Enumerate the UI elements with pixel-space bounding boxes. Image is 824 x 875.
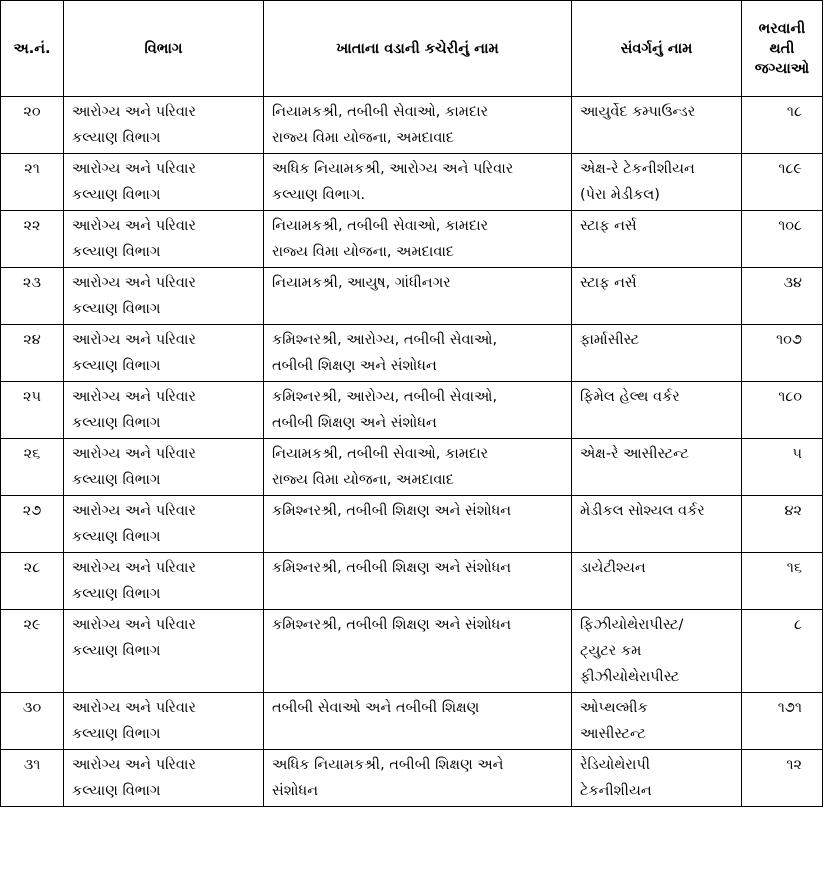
office-line: કમિશ્નરશ્રી, આરોગ્ય, તબીબી સેવાઓ, (272, 332, 498, 348)
cadre-line: ડાયેટીશ્યન (580, 560, 646, 576)
office-line: કલ્યાણ વિભાગ. (272, 187, 366, 203)
office-cell (264, 553, 572, 610)
serial-number-cell: ૩૦ (1, 693, 64, 750)
office-line: નિયામકશ્રી, તબીબી સેવાઓ, કામદાર (272, 446, 489, 462)
table-row (1, 439, 823, 496)
dept-line: કલ્યાણ વિભાગ (72, 358, 161, 374)
vacancies-cell: ૧૮ (742, 97, 823, 154)
cadre-line: ફિઝીયોથેરાપીસ્ટ/ (580, 617, 684, 633)
table-row (1, 553, 823, 610)
table-row (1, 268, 823, 325)
department-cell (64, 154, 264, 211)
table-row (1, 382, 823, 439)
header-row (1, 1, 823, 97)
dept-line: કલ્યાણ વિભાગ (72, 130, 161, 146)
office-line: નિયામકશ્રી, આયુષ, ગાંધીનગર (272, 275, 451, 291)
vacancies-cell: ૧૨ (742, 750, 823, 807)
dept-line: આરોગ્ય અને પરિવાર (72, 446, 196, 462)
header-cadre: સંવર્ગનું નામ (572, 1, 742, 97)
vacancies-cell: ૧૦૭ (742, 325, 823, 382)
office-line: કમિશ્નરશ્રી, તબીબી શિક્ષણ અને સંશોધન (272, 617, 512, 633)
department-cell (64, 439, 264, 496)
office-line: કમિશ્નરશ્રી, આરોગ્ય, તબીબી સેવાઓ, (272, 389, 498, 405)
header-vacancies-line: થતી (769, 40, 795, 57)
cadre-cell (572, 553, 742, 610)
cadre-cell (572, 268, 742, 325)
dept-line: કલ્યાણ વિભાગ (72, 529, 161, 545)
dept-line: આરોગ્ય અને પરિવાર (72, 617, 196, 633)
office-cell (264, 382, 572, 439)
cadre-line: ફીઝીયોથેરાપીસ્ટ (580, 669, 680, 685)
office-line: અધિક નિયામકશ્રી, તબીબી શિક્ષણ અને (272, 757, 504, 773)
dept-line: કલ્યાણ વિભાગ (72, 643, 161, 659)
office-cell (264, 439, 572, 496)
dept-line: આરોગ્ય અને પરિવાર (72, 275, 196, 291)
cadre-cell (572, 610, 742, 693)
dept-line: કલ્યાણ વિભાગ (72, 415, 161, 431)
vacancies-cell: ૪૨ (742, 496, 823, 553)
dept-line: આરોગ્ય અને પરિવાર (72, 503, 196, 519)
cadre-cell (572, 693, 742, 750)
table-row (1, 154, 823, 211)
cadre-line: એક્ષ-રે ટેકનીશીયન (580, 161, 695, 177)
cadre-line: ફાર્માસીસ્ટ (580, 332, 640, 348)
office-cell (264, 693, 572, 750)
cadre-line: રેડિયોથેરાપી (580, 757, 650, 773)
dept-line: આરોગ્ય અને પરિવાર (72, 218, 196, 234)
cadre-cell (572, 496, 742, 553)
vacancies-cell: ૧૮૦ (742, 382, 823, 439)
table-row (1, 693, 823, 750)
vacancies-cell: ૧૬ (742, 553, 823, 610)
cadre-line: (પેરા મેડીકલ) (580, 187, 660, 203)
office-cell (264, 211, 572, 268)
dept-line: આરોગ્ય અને પરિવાર (72, 332, 196, 348)
vacancies-cell: ૮ (742, 610, 823, 693)
office-cell (264, 268, 572, 325)
serial-number-cell: ૨૩ (1, 268, 64, 325)
department-cell (64, 553, 264, 610)
header-vacancies (742, 1, 823, 97)
office-cell (264, 325, 572, 382)
office-cell (264, 750, 572, 807)
dept-line: કલ્યાણ વિભાગ (72, 301, 161, 317)
vacancies-cell: ૧૭૧ (742, 693, 823, 750)
serial-number-cell: ૨૮ (1, 553, 64, 610)
cadre-cell (572, 439, 742, 496)
table-row (1, 325, 823, 382)
department-cell (64, 325, 264, 382)
department-cell (64, 211, 264, 268)
office-line: રાજ્ય વિમા યોજના, અમદાવાદ (272, 472, 455, 488)
department-cell (64, 97, 264, 154)
serial-number-cell: ૨૯ (1, 610, 64, 693)
serial-number-cell: ૨૪ (1, 325, 64, 382)
header-department: વિભાગ (64, 1, 264, 97)
office-line: નિયામકશ્રી, તબીબી સેવાઓ, કામદાર (272, 104, 489, 120)
cadre-line: ફિમેલ હેલ્થ વર્કર (580, 389, 680, 405)
serial-number-cell: ૨૧ (1, 154, 64, 211)
office-line: કમિશ્નરશ્રી, તબીબી શિક્ષણ અને સંશોધન (272, 560, 512, 576)
department-cell (64, 382, 264, 439)
cadre-cell (572, 325, 742, 382)
office-line: રાજ્ય વિમા યોજના, અમદાવાદ (272, 130, 455, 146)
office-cell (264, 154, 572, 211)
cadre-line: આયુર્વેદ કમ્પાઉન્ડર (580, 104, 696, 120)
dept-line: આરોગ્ય અને પરિવાર (72, 389, 196, 405)
vacancies-cell: ૫ (742, 439, 823, 496)
office-line: નિયામકશ્રી, તબીબી સેવાઓ, કામદાર (272, 218, 489, 234)
dept-line: આરોગ્ય અને પરિવાર (72, 104, 196, 120)
cadre-line: ટેકનીશીયન (580, 783, 652, 799)
dept-line: કલ્યાણ વિભાગ (72, 472, 161, 488)
department-cell (64, 750, 264, 807)
header-office: ખાતાના વડાની કચેરીનું નામ (264, 1, 572, 97)
office-line: રાજ્ય વિમા યોજના, અમદાવાદ (272, 244, 455, 260)
office-line: તબીબી સેવાઓ અને તબીબી શિક્ષણ (272, 700, 480, 716)
department-cell (64, 610, 264, 693)
cadre-line: એક્ષ-રે આસીસ્ટન્ટ (580, 446, 689, 462)
office-line: અધિક નિયામકશ્રી, આરોગ્ય અને પરિવાર (272, 161, 514, 177)
vacancies-cell: ૧૮૯ (742, 154, 823, 211)
cadre-cell (572, 211, 742, 268)
cadre-cell (572, 382, 742, 439)
office-line: સંશોધન (272, 783, 319, 799)
department-cell (64, 268, 264, 325)
table-row (1, 750, 823, 807)
table-row (1, 97, 823, 154)
dept-line: આરોગ્ય અને પરિવાર (72, 161, 196, 177)
cadre-line: સ્ટાફ નર્સ (580, 275, 637, 291)
dept-line: આરોગ્ય અને પરિવાર (72, 560, 196, 576)
cadre-line: આસીસ્ટન્ટ (580, 726, 646, 742)
table-row (1, 610, 823, 693)
office-line: તબીબી શિક્ષણ અને સંશોધન (272, 358, 437, 374)
serial-number-cell: ૩૧ (1, 750, 64, 807)
header-vacancies-line: ભરવાની (758, 20, 806, 37)
cadre-line: મેડીકલ સોશ્યલ વર્કર (580, 503, 705, 519)
office-line: કમિશ્નરશ્રી, તબીબી શિક્ષણ અને સંશોધન (272, 503, 512, 519)
office-line: તબીબી શિક્ષણ અને સંશોધન (272, 415, 437, 431)
dept-line: કલ્યાણ વિભાગ (72, 187, 161, 203)
office-cell (264, 610, 572, 693)
office-cell (264, 496, 572, 553)
vacancies-cell: ૧૦૮ (742, 211, 823, 268)
header-vacancies-line: જગ્યાઓ (754, 60, 810, 77)
header-serial: અ.નં. (1, 1, 64, 97)
dept-line: આરોગ્ય અને પરિવાર (72, 700, 196, 716)
cadre-line: સ્ટાફ નર્સ (580, 218, 637, 234)
table-row (1, 496, 823, 553)
cadre-cell (572, 154, 742, 211)
vacancies-cell: ૩૪ (742, 268, 823, 325)
serial-number-cell: ૨૨ (1, 211, 64, 268)
dept-line: કલ્યાણ વિભાગ (72, 783, 161, 799)
cadre-line: ટ્યુટર કમ (580, 643, 642, 659)
table-row (1, 211, 823, 268)
cadre-line: ઓપ્થલ્મીક (580, 700, 648, 716)
department-cell (64, 496, 264, 553)
table-body (1, 97, 823, 807)
office-cell (264, 97, 572, 154)
cadre-cell (572, 97, 742, 154)
dept-line: કલ્યાણ વિભાગ (72, 726, 161, 742)
serial-number-cell: ૨૦ (1, 97, 64, 154)
dept-line: કલ્યાણ વિભાગ (72, 244, 161, 260)
dept-line: કલ્યાણ વિભાગ (72, 586, 161, 602)
serial-number-cell: ૨૫ (1, 382, 64, 439)
serial-number-cell: ૨૬ (1, 439, 64, 496)
department-cell (64, 693, 264, 750)
serial-number-cell: ૨૭ (1, 496, 64, 553)
cadre-cell (572, 750, 742, 807)
dept-line: આરોગ્ય અને પરિવાર (72, 757, 196, 773)
